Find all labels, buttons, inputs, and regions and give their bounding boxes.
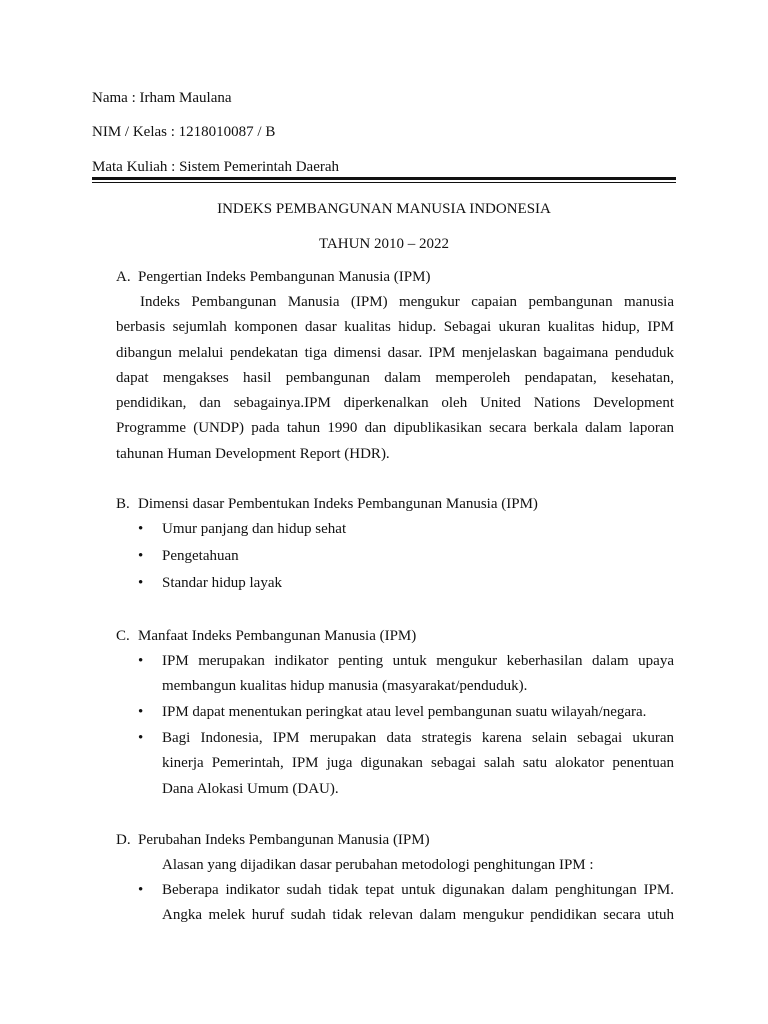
student-nim-class: NIM / Kelas : 1218010087 / B — [92, 124, 276, 140]
paragraph-line: pendidikan, dan sebagainya.IPM diperkenalkan oleh United Nations Development — [116, 395, 674, 412]
list-item-text: Angka melek huruf sudah tidak relevan dalam mengukur pendidikan secara utuh — [162, 907, 674, 924]
section-a-paragraph — [116, 290, 674, 467]
paragraph-line: tahunan Human Development Report (HDR). — [116, 445, 390, 462]
list-item — [138, 878, 674, 929]
list-item-text: Bagi Indonesia, IPM merupakan data strategis karena selain sebagai ukuran — [162, 730, 674, 746]
bullet-icon: • — [138, 548, 144, 564]
list-item-text: kinerja Pemerintah, IPM juga digunakan sebagai salah satu alokator penentuan — [162, 755, 674, 772]
list-item-text: Dana Alokasi Umum (DAU). — [162, 780, 339, 797]
paragraph-line: berbasis sejumlah komponen dasar kualitas hidup. Sebagai ukuran kualitas hidup, IPM — [116, 319, 674, 336]
bullet-icon: • — [138, 521, 144, 537]
paragraph-line: Programme (UNDP) pada tahun 1990 dan dipublikasikan secara berkala dalam laporan — [116, 420, 674, 437]
bullet-icon: • — [138, 653, 144, 669]
document-subtitle: TAHUN 2010 – 2022 — [318, 236, 450, 252]
section-d-title: Perubahan Indeks Pembangunan Manusia (IPM) — [138, 832, 430, 848]
list-item — [138, 700, 674, 725]
bullet-icon: • — [138, 575, 144, 591]
list-item-text: Beberapa indikator sudah tidak tepat untuk digunakan dalam penghitungan IPM. — [162, 882, 674, 898]
list-item — [138, 544, 674, 569]
bullet-icon: • — [138, 882, 144, 898]
header-rule-thin — [92, 182, 676, 183]
bullet-icon: • — [138, 704, 144, 720]
list-item-text: IPM dapat menentukan peringkat atau level pembangunan suatu wilayah/negara. — [162, 704, 647, 720]
list-item — [138, 517, 674, 542]
section-c-heading — [116, 627, 416, 645]
section-d-intro: Alasan yang dijadikan dasar perubahan metodologi penghitungan IPM : — [162, 857, 594, 873]
section-c-title: Manfaat Indeks Pembangunan Manusia (IPM) — [138, 628, 417, 644]
section-a-title: Pengertian Indeks Pembangunan Manusia (IPM) — [138, 269, 431, 285]
paragraph-line: dibangun melalui pendekatan tiga dimensi dasar. IPM menjelaskan bagaimana penduduk — [116, 344, 674, 361]
list-item-text: Pengetahuan — [162, 548, 239, 564]
section-a-heading — [116, 268, 430, 286]
section-b-title: Dimensi dasar Pembentukan Indeks Pembangunan Manusia (IPM) — [138, 496, 538, 512]
paragraph-line: dapat mengakses hasil pembangunan dalam memperoleh pendapatan, kesehatan, — [116, 369, 674, 386]
section-d-heading — [116, 831, 430, 849]
document-title: INDEKS PEMBANGUNAN MANUSIA INDONESIA — [217, 201, 551, 217]
section-b-heading — [116, 495, 538, 513]
student-name: Nama : Irham Maulana — [92, 90, 232, 106]
list-item-text: Standar hidup layak — [162, 575, 282, 591]
list-item — [138, 726, 674, 802]
list-item-text: IPM merupakan indikator penting untuk mengukur keberhasilan dalam upaya — [162, 653, 674, 669]
section-c-letter: C. — [116, 628, 130, 644]
header-rule-thick — [92, 177, 676, 180]
section-b-letter: B. — [116, 496, 130, 512]
bullet-icon: • — [138, 730, 144, 746]
list-item-text: membangun kualitas hidup manusia (masyarakat/penduduk). — [162, 678, 528, 695]
list-item — [138, 571, 674, 596]
course-name: Mata Kuliah : Sistem Pemerintah Daerah — [92, 159, 340, 175]
list-item-text: Umur panjang dan hidup sehat — [162, 521, 347, 537]
section-a-letter: A. — [116, 269, 131, 285]
section-d-letter: D. — [116, 832, 131, 848]
paragraph-line: Indeks Pembangunan Manusia (IPM) mengukur capaian pembangunan manusia — [140, 294, 674, 310]
list-item — [138, 649, 674, 700]
